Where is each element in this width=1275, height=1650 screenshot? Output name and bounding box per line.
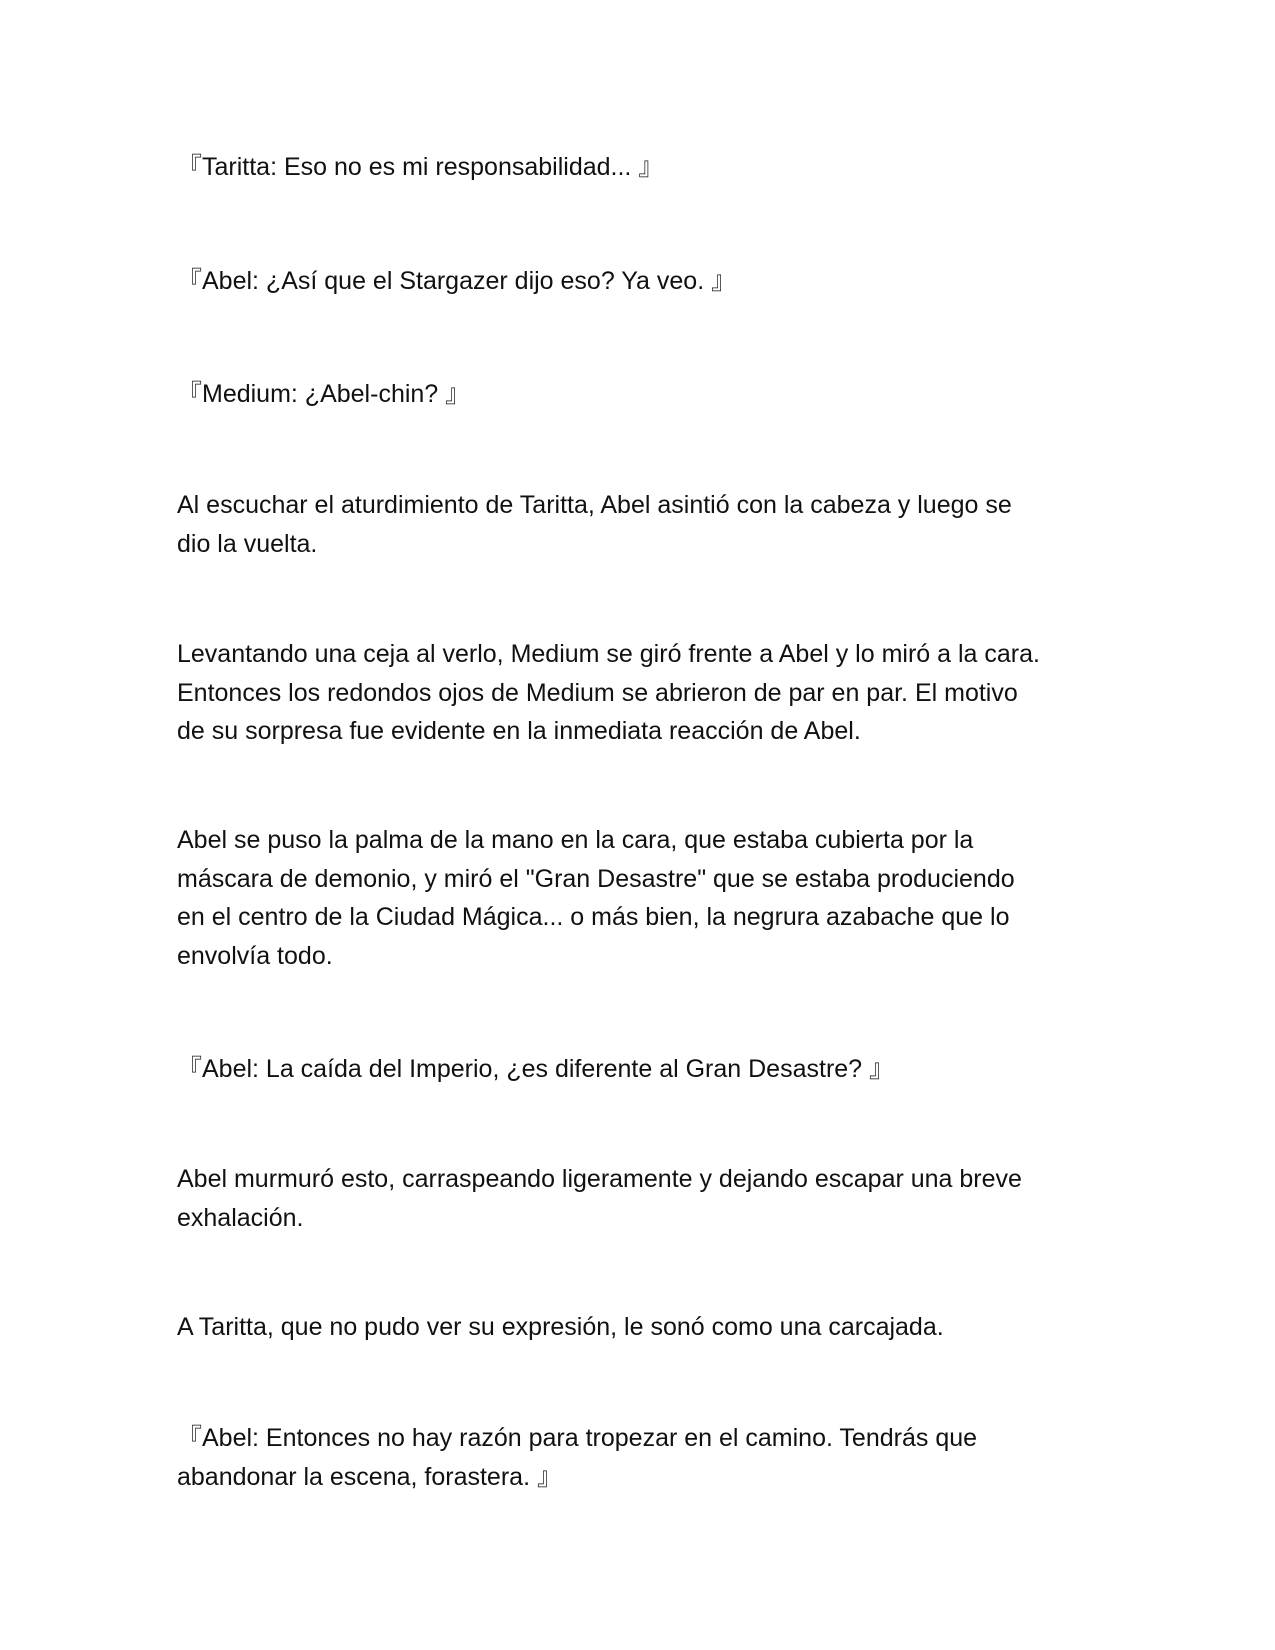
paragraph-aturdimiento: Al escuchar el aturdimiento de Taritta, Abel asintió con la cabeza y luego se dio la vuelta.	[177, 491, 1012, 558]
dialogue-medium-abel-chin: 『Medium: ¿Abel-chin? 』	[177, 380, 471, 408]
paragraph-levantando-ceja: Levantando una ceja al verlo, Medium se giró frente a Abel y lo miró a la cara. Entonces los redondos ojos de Medium se abrieron de par en par. El motivo de su sorpresa fue evidente en la inmediata reacción de Abel.	[177, 640, 1040, 745]
dialogue-abel-stargazer: 『Abel: ¿Así que el Stargazer dijo eso? Ya veo. 』	[177, 267, 737, 295]
dialogue-abel-forastera: 『Abel: Entonces no hay razón para tropezar en el camino. Tendrás que abandonar la escena, forastera. 』	[177, 1424, 978, 1491]
paragraph-abel-murmuro: Abel murmuró esto, carraspeando ligeramente y dejando escapar una breve exhalación.	[177, 1165, 1022, 1232]
dialogue-taritta-responsabilidad: 『Taritta: Eso no es mi responsabilidad... 』	[177, 153, 664, 181]
paragraph-carcajada: A Taritta, que no pudo ver su expresión, le sonó como una carcajada.	[177, 1313, 944, 1341]
dialogue-abel-caida-imperio: 『Abel: La caída del Imperio, ¿es diferente al Gran Desastre? 』	[177, 1055, 895, 1083]
paragraph-mascara-demonio: Abel se puso la palma de la mano en la cara, que estaba cubierta por la máscara de demonio, y miró el "Gran Desastre" que se estaba produciendo en el centro de la Ciudad Mágica... o más bien, la negrura azabache que lo envolvía todo.	[177, 826, 1015, 970]
